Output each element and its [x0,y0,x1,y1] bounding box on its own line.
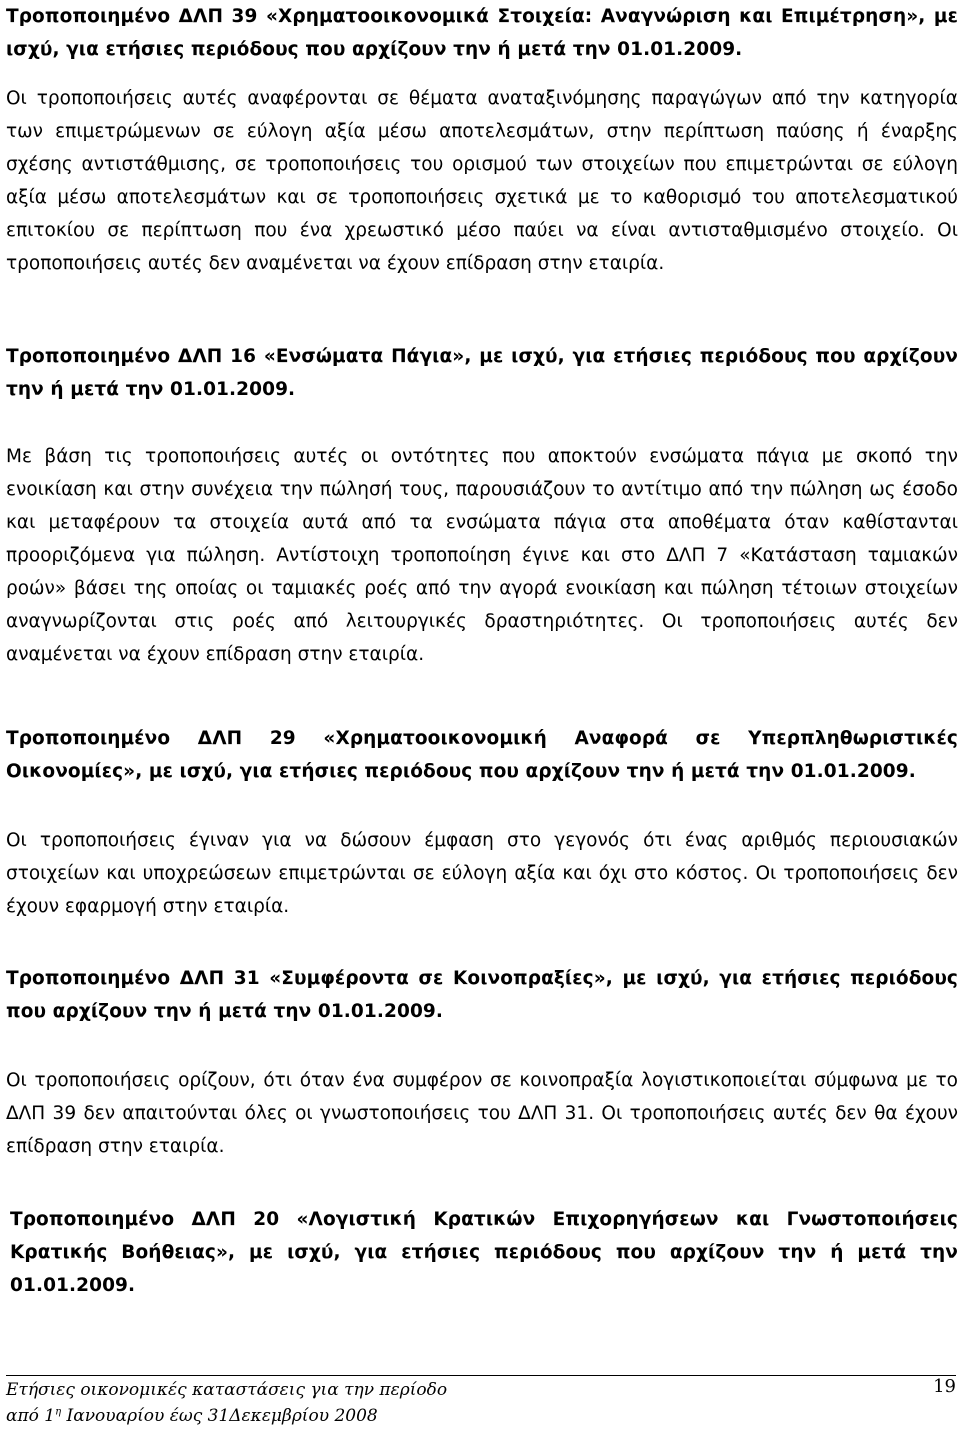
section-paragraph: Με βάση τις τροποποιήσεις αυτές οι οντότητες που αποκτούν ενσώματα πάγια με σκοπό την ενοικίαση και στην συνέχεια την πώλησή τους, παρουσιάζουν το αντίτιμο από την πώληση ως έσοδο και μεταφέρουν τα στοιχεία αυτά από τα ενσώματα πάγια στα αποθέματα όταν καθίστανται προοριζόμενα για πώληση. Αντίστοιχη τροποποίηση έγινε και στο ΔΛΠ 7 «Κατάσταση ταμιακών ροών» βάσει της οποίας οι ταμιακές ροές από την αγορά ενοικίαση και πώληση τέτοιων στοιχείων αναγνωρίζονται στις ροές από λειτουργικές δραστηριότητες. Οι τροποποιήσεις αυτές δεν αναμένεται να έχουν επίδραση στην εταιρία. [6,446,958,665]
page-number: 19 [933,1376,956,1397]
section-ias-16-body [6,440,958,671]
section-heading: Τροποποιημένο ΔΛΠ 31 «Συμφέροντα σε Κοινοπραξίες», με ισχύ, για ετήσιες περιόδους που αρχίζουν την ή μετά την 01.01.2009. [6,968,958,1022]
section-ias-20 [6,1203,958,1302]
section-paragraph: Οι τροποποιήσεις αυτές αναφέρονται σε θέματα αναταξινόμησης παραγώγων από την κατηγορία των επιμετρώμενων σε εύλογη αξία μέσω αποτελεσμάτων, στην περίπτωση παύσης ή έναρξης σχέσης αντιστάθμισης, σε τροποποιήσεις του ορισμού των στοιχείων που επιμετρώνται σε εύλογη αξία μέσω αποτελεσμάτων και σε τροποποιήσεις σχετικά με το καθορισμό του αποτελεσματικού επιτοκίου σε περίπτωση που ένα χρεωστικό μέσο παύει να είναι αντισταθμισμένο στοιχείο. Οι τροποποιήσεις αυτές δεν αναμένεται να έχουν επίδραση στην εταιρία. [6,88,958,274]
section-heading: Τροποποιημένο ΔΛΠ 29 «Χρηματοοικονομική Αναφορά σε Υπερπληθωριστικές Οικονομίες», με ισχύ, για ετήσιες περιόδους που αρχίζουν την ή μετά την 01.01.2009. [6,728,958,782]
footer-line-2-suffix: Ιανουαρίου έως 31Δεκεμβρίου 2008 [61,1406,378,1426]
section-heading: Τροποποιημένο ΔΛΠ 39 «Χρηματοοικονομικά Στοιχεία: Αναγνώριση και Επιμέτρηση», με ισχύ, για ετήσιες περιόδους που αρχίζουν την ή μετά την 01.01.2009. [6,6,958,60]
section-heading: Τροποποιημένο ΔΛΠ 20 «Λογιστική Κρατικών Επιχορηγήσεων και Γνωστοποιήσεις Κρατικής Βοήθειας», με ισχύ, για ετήσιες περιόδους που αρχίζουν την ή μετά την 01.01.2009. [10,1209,958,1296]
section-ias-29 [6,722,958,788]
footer-caption [6,1377,447,1429]
footer-divider [6,1375,956,1376]
section-ias-31 [6,962,958,1028]
footer-line-2-superscript: η [55,1406,62,1418]
section-paragraph: Οι τροποποιήσεις έγιναν για να δώσουν έμφαση στο γεγονός ότι ένας αριθμός περιουσιακών στοιχείων και υποχρεώσεων επιμετρώνται σε εύλογη αξία και όχι στο κόστος. Οι τροποποιήσεις δεν έχουν εφαρμογή στην εταιρία. [6,830,958,917]
footer-line-2 [6,1403,447,1429]
section-ias-39 [6,0,958,66]
section-ias-31-body [6,1064,958,1163]
section-heading: Τροποποιημένο ΔΛΠ 16 «Ενσώματα Πάγια», με ισχύ, για ετήσιες περιόδους που αρχίζουν την ή μετά την 01.01.2009. [6,346,958,400]
section-ias-39-body [6,82,958,280]
footer-line-2-prefix: από 1 [6,1406,56,1426]
footer-line-1: Ετήσιες οικονομικές καταστάσεις για την περίοδο [6,1380,448,1400]
section-paragraph: Οι τροποποιήσεις ορίζουν, ότι όταν ένα συμφέρον σε κοινοπραξία λογιστικοποιείται σύμφωνα με το ΔΛΠ 39 δεν απαιτούνται όλες οι γνωστοποιήσεις του ΔΛΠ 31. Οι τροποποιήσεις αυτές δεν θα έχουν επίδραση στην εταιρία. [6,1070,958,1157]
section-ias-16 [6,340,958,406]
section-ias-29-body [6,824,958,923]
